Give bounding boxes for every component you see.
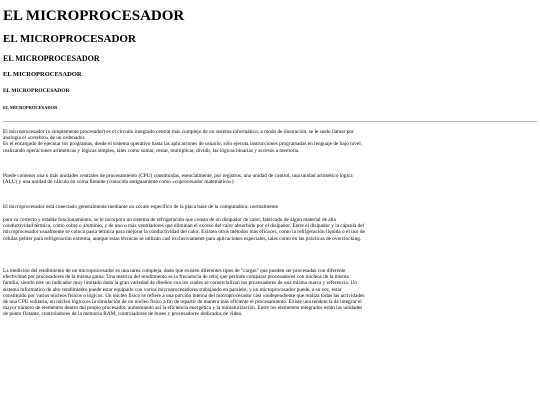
horizontal-rule	[3, 121, 537, 122]
heading-level-4: EL MICROPROCESADOR	[3, 71, 82, 78]
paragraph-socket: El microprocesador está conectado generalmente mediante un zócalo específico de la placa base de la computadora; normalmente	[3, 204, 279, 210]
paragraph-cpu-units: Puede contener una o más unidades centrales de procesamiento (CPU) constituidas, esencialmente, por registros, una unidad de control, una unidad aritmético lógica (ALU) y una unidad de cálculo en coma flotante (conocida antiguamente como «coprocesador matemático»).	[3, 173, 353, 186]
heading-level-3: EL MICROPROCESADOR	[3, 54, 100, 63]
heading-level-2: EL MICROPROCESADOR	[3, 33, 136, 45]
heading-level-6: EL MICROPROCESADOR	[3, 105, 58, 110]
paragraph-cooling: para su correcto y estable funcionamiento, se le incorpora un sistema de refrigeración que consta de un disipador de calor, fabricado de algún material de alta conductividad térmica, como cobre o aluminio, y de uno o más ventiladores que eliminan el exceso del calor absorbido por el disipador. Entre el disipador y la cápsula del microprocesador usualmente se coloca pasta térmica para mejorar la conductividad del calor. Existen otros métodos más eficaces, como la refrigeración líquida o el uso de células peltier para refrigeración extrema, aunque estas técnicas se utilizan casi exclusivamente para aplicaciones especiales, tales como en las prácticas de overclocking.	[3, 217, 365, 242]
heading-level-1: EL MICROPROCESADOR	[3, 8, 185, 24]
paragraph-intro: El microprocesador (o simplemente procesador) es el circuito integrado central más complejo de un sistema informático; a modo de ilustración, se le suele llamar por analogía el «cerebro» de un ordenador. Es el encargado de ejecutar los programas, desde el sistema operativo hasta las aplicaciones de usuario; sólo ejecuta instrucciones programadas en lenguaje de bajo nivel, realizando operaciones aritméticas y lógicas simples, tales como sumar, restar, multiplicar, dividir, las lógicas binarias y accesos a memoria.	[3, 129, 363, 154]
paragraph-performance: La medición del rendimiento de un microprocesador es una tarea compleja, dado que existen diferentes tipos de "cargas" que pueden ser procesadas con diferente efectividad por procesadores de la misma gama. Una métrica del rendimiento es la frecuencia de reloj que permite comparar procesadores con núcleos de la misma familia, siendo este un indicador muy limitado dada la gran variedad de diseños con los cuales se comercializan los procesadores de una misma marca y referencia. Un sistema informático de alto rendimiento puede estar equipado con varios microprocesadores trabajando en paralelo, y un microprocesador puede, a su vez, estar constituido por varios núcleos físicos o lógicos. Un núcleo físico se refiere a una porción interna del microprocesador casi «independiente que realiza todas las actividades de una CPU solitaria, un núcleo lógico es la simulación de un núcleo físico a fin de repartir de manera más eficiente el procesamiento. Existe una tendencia de integrar el mayor número de elementos dentro del propio procesador, aumentando así la eficiencia energética y la miniaturización. Entre los elementos integrados están las unidades de punto flotante, controladores de la memoria RAM, controladores de buses y procesadores dedicados de video.	[3, 268, 365, 318]
heading-level-5: EL MICROPROCESADOR	[3, 88, 70, 94]
